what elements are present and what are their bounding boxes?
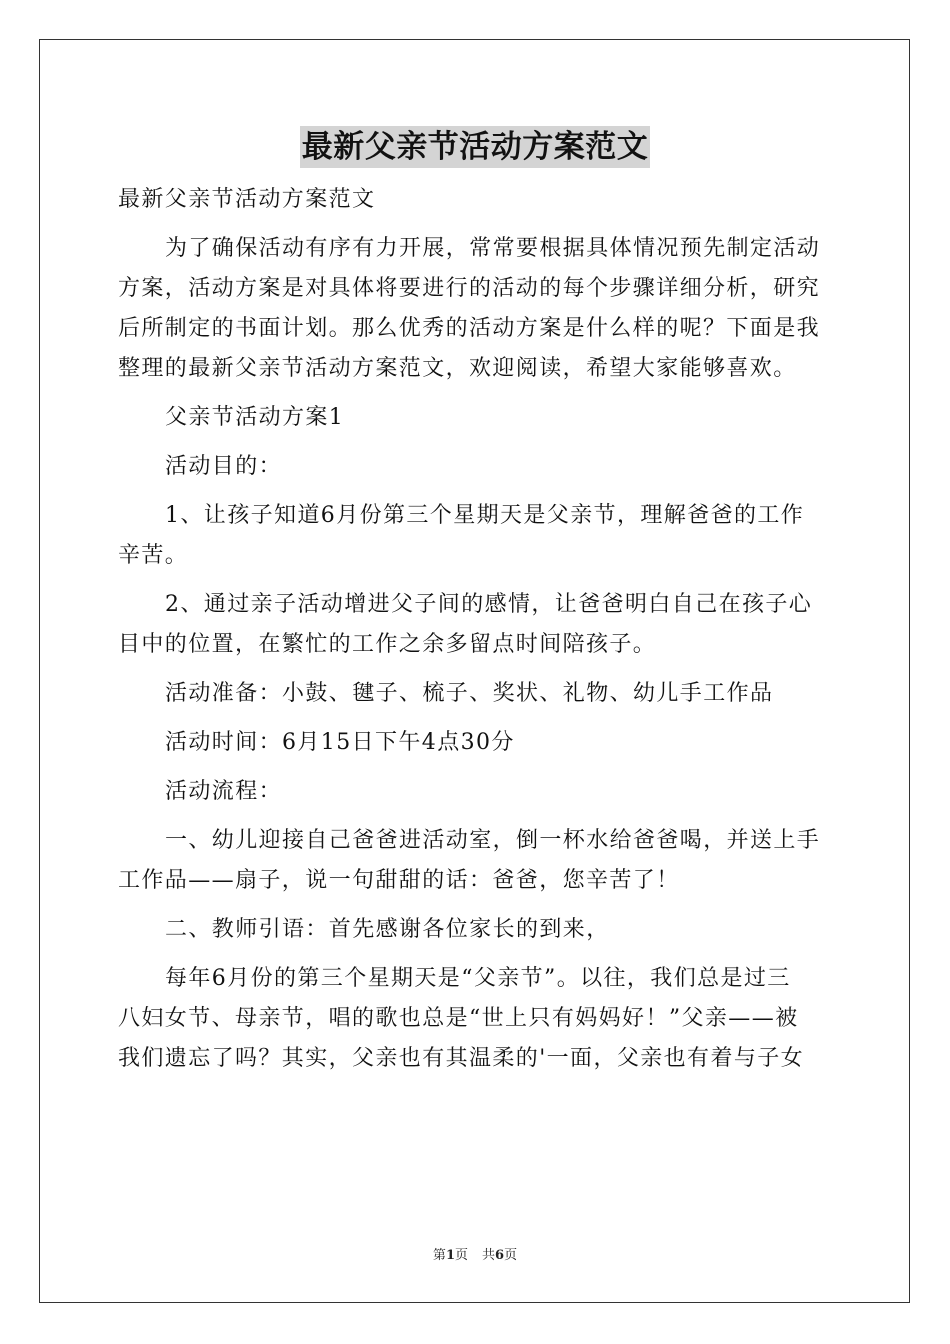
title-container: [0, 126, 950, 168]
paragraph: [118, 723, 834, 763]
paragraph-line: 1、让孩子知道6月份第三个星期天是父亲节，理解爸爸的工作: [165, 503, 805, 528]
paragraph-line: 辛苦。: [118, 543, 189, 568]
paragraph-line: 后所制定的书面计划。那么优秀的活动方案是什么样的呢？下面是我: [118, 316, 821, 341]
total-prefix: 共: [482, 1248, 496, 1263]
paragraph-line: 父亲节活动方案1: [165, 405, 345, 430]
document-title: 最新父亲节活动方案范文: [300, 126, 651, 168]
paragraph-line: 为了确保活动有序有力开展，常常要根据具体情况预先制定活动: [165, 236, 821, 261]
paragraph-line: 活动目的：: [165, 454, 283, 479]
document-body: [118, 180, 834, 1088]
page-footer: [0, 1247, 950, 1265]
page-total: 6: [495, 1248, 505, 1263]
paragraph: [118, 496, 834, 576]
paragraph-line: 我们遗忘了吗？其实，父亲也有其温柔的'一面，父亲也有着与子女: [118, 1046, 805, 1071]
page-suffix: 页: [454, 1248, 468, 1263]
paragraph: [118, 959, 834, 1079]
paragraph: [118, 910, 834, 950]
paragraph-line: 八妇女节、母亲节，唱的歌也总是“世上只有妈妈好！”父亲——被: [118, 1006, 799, 1031]
paragraph: [118, 585, 834, 665]
paragraph: [118, 772, 834, 812]
document-subtitle: 最新父亲节活动方案范文: [118, 187, 376, 212]
paragraph: [118, 674, 834, 714]
page-prefix: 第: [432, 1248, 446, 1263]
paragraph-line: 每年6月份的第三个星期天是“父亲节”。以往，我们总是过三: [165, 966, 791, 991]
paragraph: [118, 398, 834, 438]
paragraph-line: 一、幼儿迎接自己爸爸进活动室，倒一杯水给爸爸喝，并送上手: [165, 828, 821, 853]
paragraph-line: 工作品——扇子，说一句甜甜的话：爸爸，您辛苦了！: [118, 868, 680, 893]
paragraph-line: 2、通过亲子活动增进父子间的感情，让爸爸明白自己在孩子心: [165, 592, 813, 617]
paragraph-line: 活动时间：6月15日下午4点30分: [165, 730, 515, 755]
paragraph-line: 活动流程：: [165, 779, 283, 804]
total-suffix: 页: [504, 1248, 518, 1263]
paragraph-line: 整理的最新父亲节活动方案范文，欢迎阅读，希望大家能够喜欢。: [118, 356, 797, 381]
page-current: 1: [445, 1248, 455, 1263]
paragraph-line: 方案，活动方案是对具体将要进行的活动的每个步骤详细分析，研究: [118, 276, 821, 301]
paragraph: [118, 229, 834, 389]
paragraph-line: 目中的位置，在繁忙的工作之余多留点时间陪孩子。: [118, 632, 657, 657]
paragraph: [118, 821, 834, 901]
paragraph-list: [118, 229, 834, 1079]
paragraph-line: 活动准备：小鼓、毽子、梳子、奖状、礼物、幼儿手工作品: [165, 681, 774, 706]
paragraph: [118, 447, 834, 487]
paragraph-line: 二、教师引语：首先感谢各位家长的到来，: [165, 917, 610, 942]
